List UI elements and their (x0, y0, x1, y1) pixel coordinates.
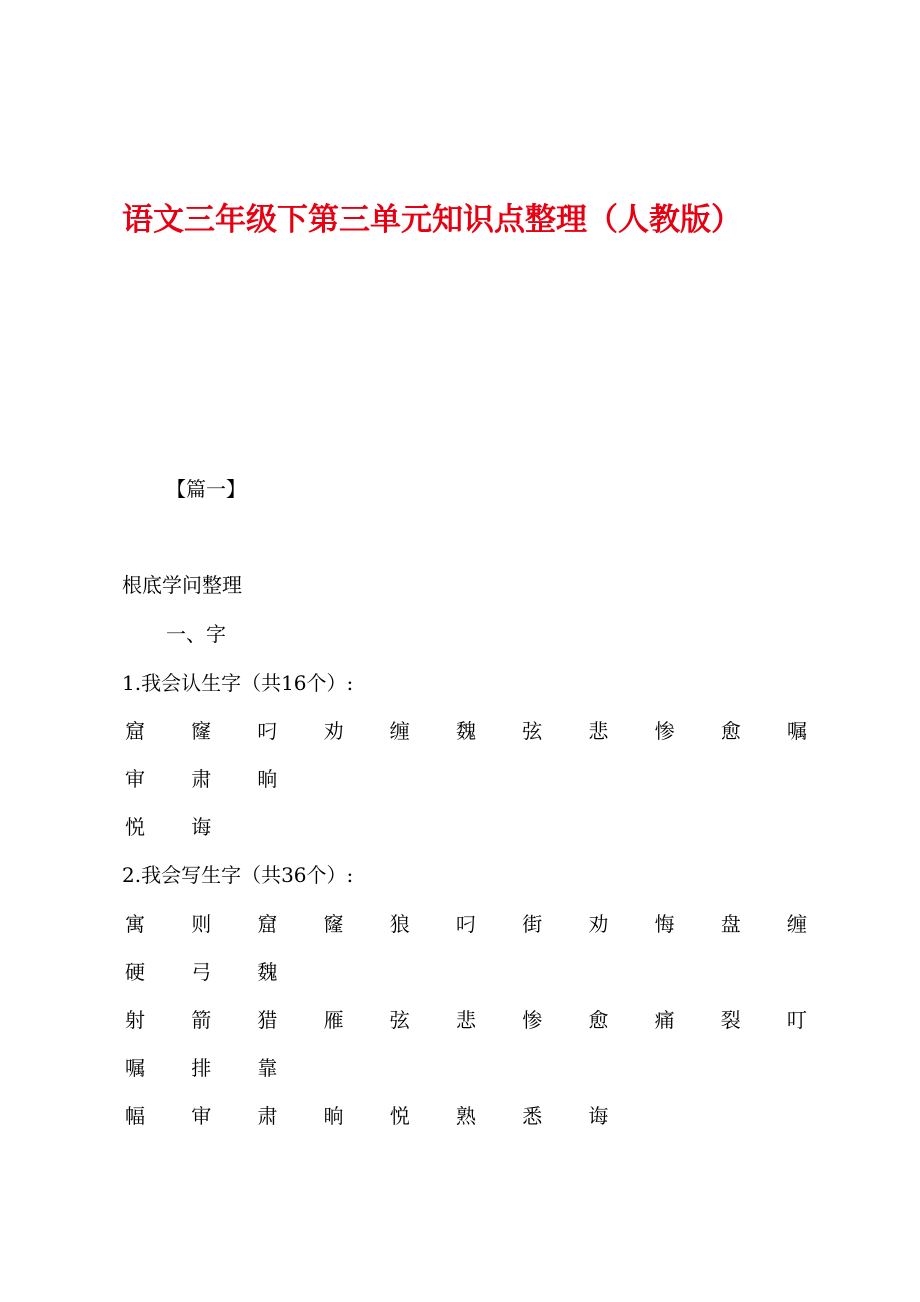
vocab-character: 诲 (588, 1104, 609, 1128)
recognize-row (122, 812, 822, 842)
vocab-character: 审 (191, 1104, 212, 1128)
vocab-character: 惨 (654, 719, 675, 743)
vocab-character: 肃 (257, 1104, 278, 1128)
write-label: 2.我会写生字（共36个）: (122, 863, 354, 887)
write-row (122, 1005, 822, 1035)
section-heading: 根底学问整理 (122, 573, 242, 597)
vocab-character: 劝 (588, 912, 609, 936)
vocab-character: 街 (522, 912, 543, 936)
vocab-character: 硬 (125, 960, 145, 984)
vocab-character: 猎 (257, 1008, 278, 1032)
vocab-character: 弦 (389, 1008, 410, 1032)
vocab-character: 肃 (191, 767, 212, 791)
document-title: 语文三年级下第三单元知识点整理（人教版） (122, 202, 742, 238)
vocab-character: 缠 (787, 912, 807, 936)
vocab-character: 寓 (125, 912, 145, 936)
vocab-character: 惨 (522, 1008, 543, 1032)
vocab-character: 叼 (257, 719, 278, 743)
vocab-character: 盘 (720, 912, 741, 936)
vocab-character: 弦 (522, 719, 543, 743)
write-row (122, 1101, 822, 1131)
vocab-character: 悔 (654, 912, 675, 936)
vocab-character: 魏 (257, 960, 278, 984)
write-row (122, 909, 822, 939)
chapter-label: 【篇一】 (166, 477, 246, 501)
vocab-character: 缠 (389, 719, 410, 743)
vocab-character: 悲 (456, 1008, 476, 1032)
vocab-character: 叼 (456, 912, 476, 936)
write-row (122, 957, 822, 987)
recognize-label: 1.我会认生字（共16个）: (122, 671, 354, 695)
vocab-character: 窿 (323, 912, 344, 936)
vocab-character: 愈 (588, 1008, 609, 1032)
vocab-character: 窿 (191, 719, 212, 743)
vocab-character: 窟 (257, 912, 278, 936)
vocab-character: 则 (191, 912, 212, 936)
vocab-character: 晌 (323, 1104, 344, 1128)
vocab-character: 悦 (125, 815, 145, 839)
vocab-character: 裂 (720, 1008, 741, 1032)
vocab-character: 射 (125, 1008, 145, 1032)
vocab-character: 晌 (257, 767, 278, 791)
vocab-character: 愈 (720, 719, 741, 743)
vocab-character: 劝 (323, 719, 344, 743)
vocab-character: 嘱 (787, 719, 807, 743)
vocab-character: 箭 (191, 1008, 212, 1032)
vocab-character: 叮 (787, 1008, 807, 1032)
vocab-character: 悉 (522, 1104, 543, 1128)
recognize-row (122, 764, 822, 794)
vocab-character: 悲 (588, 719, 609, 743)
vocab-character: 弓 (191, 960, 212, 984)
vocab-character: 幅 (125, 1104, 145, 1128)
vocab-character: 魏 (456, 719, 476, 743)
vocab-character: 悦 (389, 1104, 410, 1128)
vocab-character: 痛 (654, 1008, 675, 1032)
recognize-row (122, 716, 822, 746)
vocab-character: 靠 (257, 1056, 278, 1080)
vocab-character: 雁 (323, 1008, 344, 1032)
write-row (122, 1053, 822, 1083)
vocab-character: 窟 (125, 719, 145, 743)
vocab-character: 审 (125, 767, 145, 791)
vocab-character: 熟 (456, 1104, 476, 1128)
vocab-character: 狼 (389, 912, 410, 936)
vocab-character: 嘱 (125, 1056, 145, 1080)
vocab-character: 诲 (191, 815, 212, 839)
vocab-character: 排 (191, 1056, 212, 1080)
subsection-heading: 一、字 (166, 622, 226, 646)
